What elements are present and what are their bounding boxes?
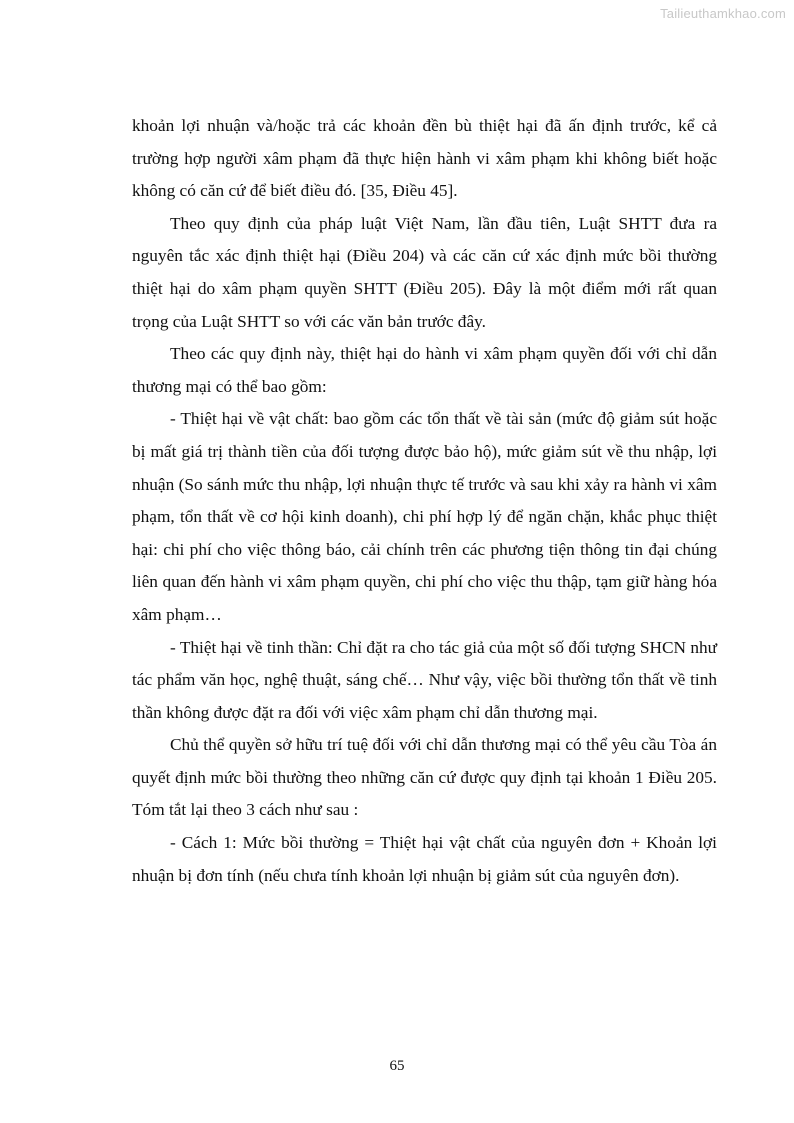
watermark-text: Tailieuthamkhao.com bbox=[660, 6, 786, 21]
document-body bbox=[132, 110, 717, 892]
page-number: 65 bbox=[389, 1058, 405, 1074]
paragraph-compensation-request: Chủ thể quyền sở hữu trí tuệ đối với chỉ dẫn thương mại có thể yêu cầu Tòa án quyết định mức bồi thường theo những căn cứ được quy định tại khoản 1 Điều 205. Tóm tắt lại theo 3 cách như sau : bbox=[132, 735, 717, 820]
paragraph-material-damage: - Thiệt hại về vật chất: bao gồm các tổn thất về tài sản (mức độ giảm sút hoặc bị mất giá trị thành tiền của đối tượng được bảo hộ), mức giảm sút về thu nhập, lợi nhuận (So sánh mức thu nhập, lợi nhuận thực tế trước và sau khi xảy ra hành vi xâm phạm, tổn thất về cơ hội kinh doanh), chi phí hợp lý để ngăn chặn, khắc phục thiệt hại: chi phí cho việc thông báo, cải chính trên các phương tiện thông tin đại chúng liên quan đến hành vi xâm phạm quyền, chi phí cho việc thu thập, tạm giữ hàng hóa xâm phạm… bbox=[132, 409, 717, 624]
paragraph-principles: Theo quy định của pháp luật Việt Nam, lần đầu tiên, Luật SHTT đưa ra nguyên tắc xác định thiệt hại (Điều 204) và các căn cứ xác định mức bồi thường thiệt hại do xâm phạm quyền SHTT (Điều 205). Đây là một điểm mới rất quan trọng của Luật SHTT so với các văn bản trước đây. bbox=[132, 213, 717, 331]
paragraph-continuation: khoản lợi nhuận và/hoặc trả các khoản đền bù thiệt hại đã ấn định trước, kể cả trường hợp người xâm phạm đã thực hiện hành vi xâm phạm khi không biết hoặc không có căn cứ để biết điều đó. [35, Điều 45]. bbox=[132, 116, 717, 201]
paragraph-moral-damage: - Thiệt hại về tinh thần: Chỉ đặt ra cho tác giả của một số đối tượng SHCN như tác phẩm văn học, nghệ thuật, sáng chế… Như vậy, việc bồi thường tổn thất về tinh thần không được đặt ra đối với việc xâm phạm chỉ dẫn thương mại. bbox=[132, 637, 717, 722]
paragraph-method-1: - Cách 1: Mức bồi thường = Thiệt hại vật chất của nguyên đơn + Khoản lợi nhuận bị đơn tính (nếu chưa tính khoản lợi nhuận bị giảm sút của nguyên đơn). bbox=[132, 833, 717, 885]
paragraph-damage-intro: Theo các quy định này, thiệt hại do hành vi xâm phạm quyền đối với chỉ dẫn thương mại có thể bao gồm: bbox=[132, 344, 717, 396]
